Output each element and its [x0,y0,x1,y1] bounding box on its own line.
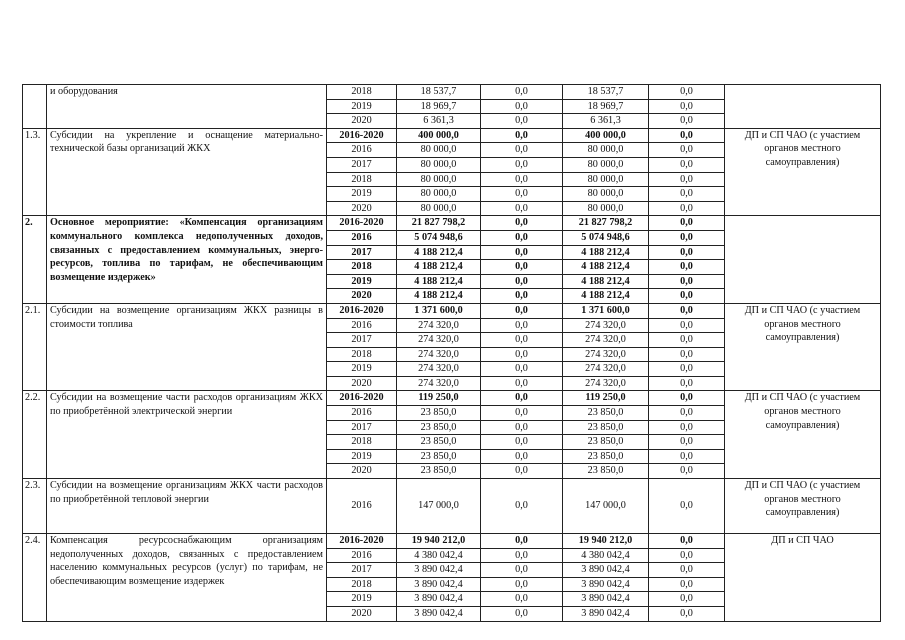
item-name: Субсидии на возмещение части расходов организациям ЖКХ по приобретённой электрической энергии [50,392,323,418]
local-cell: 0,0 [649,607,725,622]
total-cell: 4 188 212,4 [397,289,481,304]
year-cell: 2020 [327,289,397,304]
federal-cell: 0,0 [481,289,563,304]
local-cell: 0,0 [649,449,725,464]
local-cell: 0,0 [649,260,725,275]
year-cell: 2016-2020 [327,534,397,549]
year-cell: 2020 [327,376,397,391]
regional-cell: 400 000,0 [563,128,649,143]
total-cell: 18 537,7 [397,85,481,100]
regional-cell: 274 320,0 [563,362,649,377]
local-cell: 0,0 [649,187,725,202]
federal-cell: 0,0 [481,435,563,450]
responsible-cell [725,128,881,216]
local-cell: 0,0 [649,172,725,187]
year-cell: 2020 [327,201,397,216]
total-cell: 3 890 042,4 [397,592,481,607]
responsible-cell [725,85,881,129]
item-number [23,85,47,129]
federal-cell: 0,0 [481,391,563,406]
year-cell: 2020 [327,464,397,479]
federal-cell: 0,0 [481,479,563,534]
budget-table [22,84,881,622]
local-cell: 0,0 [649,420,725,435]
regional-cell: 1 371 600,0 [563,303,649,318]
federal-cell: 0,0 [481,464,563,479]
year-cell: 2020 [327,114,397,129]
regional-cell: 80 000,0 [563,143,649,158]
federal-cell: 0,0 [481,230,563,245]
regional-cell: 80 000,0 [563,201,649,216]
total-cell: 400 000,0 [397,128,481,143]
regional-cell: 6 361,3 [563,114,649,129]
federal-cell: 0,0 [481,187,563,202]
total-cell: 23 850,0 [397,435,481,450]
item-number: 1.3. [23,128,47,216]
responsible-cell [725,534,881,622]
federal-cell: 0,0 [481,260,563,275]
federal-cell: 0,0 [481,143,563,158]
federal-cell: 0,0 [481,376,563,391]
responsible-cell [725,216,881,304]
item-number: 2.1. [23,303,47,391]
year-cell: 2019 [327,99,397,114]
regional-cell: 4 188 212,4 [563,245,649,260]
year-cell: 2019 [327,187,397,202]
year-cell: 2019 [327,449,397,464]
federal-cell: 0,0 [481,449,563,464]
year-cell: 2017 [327,157,397,172]
responsible-executor: ДП и СП ЧАО (с участием органов местного самоуправления) [744,304,861,344]
year-cell: 2016-2020 [327,391,397,406]
regional-cell: 23 850,0 [563,420,649,435]
total-cell: 1 371 600,0 [397,303,481,318]
year-cell: 2018 [327,172,397,187]
federal-cell: 0,0 [481,362,563,377]
regional-cell: 23 850,0 [563,406,649,421]
table-row [23,128,881,143]
total-cell: 23 850,0 [397,420,481,435]
regional-cell: 80 000,0 [563,157,649,172]
federal-cell: 0,0 [481,534,563,549]
item-number: 2.3. [23,479,47,534]
federal-cell: 0,0 [481,420,563,435]
federal-cell: 0,0 [481,201,563,216]
item-name-cell [47,391,327,479]
regional-cell: 18 537,7 [563,85,649,100]
total-cell: 6 361,3 [397,114,481,129]
total-cell: 274 320,0 [397,333,481,348]
federal-cell: 0,0 [481,128,563,143]
total-cell: 4 380 042,4 [397,548,481,563]
item-name-cell [47,85,327,129]
responsible-cell [725,303,881,391]
local-cell: 0,0 [649,230,725,245]
responsible-executor: ДП и СП ЧАО (с участием органов местного самоуправления) [744,480,861,519]
local-cell: 0,0 [649,391,725,406]
regional-cell: 4 188 212,4 [563,289,649,304]
federal-cell: 0,0 [481,157,563,172]
total-cell: 3 890 042,4 [397,577,481,592]
local-cell: 0,0 [649,534,725,549]
local-cell: 0,0 [649,577,725,592]
item-name-cell [47,303,327,391]
item-name-cell [47,479,327,534]
federal-cell: 0,0 [481,406,563,421]
item-number: 2.4. [23,534,47,622]
total-cell: 274 320,0 [397,362,481,377]
total-cell: 80 000,0 [397,143,481,158]
item-name: Субсидии на возмещение организациям ЖКХ разницы в стоимости топлива [50,304,323,330]
year-cell: 2018 [327,260,397,275]
federal-cell: 0,0 [481,274,563,289]
regional-cell: 4 188 212,4 [563,274,649,289]
total-cell: 23 850,0 [397,406,481,421]
federal-cell: 0,0 [481,592,563,607]
item-number: 2. [23,216,47,304]
item-name-cell [47,534,327,622]
regional-cell: 147 000,0 [563,479,649,534]
year-cell: 2016 [327,479,397,534]
item-name-cell [47,216,327,304]
federal-cell: 0,0 [481,548,563,563]
local-cell: 0,0 [649,157,725,172]
regional-cell: 274 320,0 [563,333,649,348]
table-row [23,479,881,534]
regional-cell: 80 000,0 [563,187,649,202]
regional-cell: 80 000,0 [563,172,649,187]
local-cell: 0,0 [649,289,725,304]
total-cell: 18 969,7 [397,99,481,114]
total-cell: 4 188 212,4 [397,245,481,260]
local-cell: 0,0 [649,406,725,421]
table-row [23,85,881,100]
total-cell: 21 827 798,2 [397,216,481,231]
regional-cell: 3 890 042,4 [563,577,649,592]
year-cell: 2017 [327,245,397,260]
local-cell: 0,0 [649,99,725,114]
total-cell: 23 850,0 [397,464,481,479]
item-name: Субсидии на возмещение организациям ЖКХ части расходов по приобретённой тепловой энергии [50,480,323,505]
local-cell: 0,0 [649,479,725,534]
year-cell: 2016-2020 [327,216,397,231]
total-cell: 80 000,0 [397,201,481,216]
total-cell: 80 000,0 [397,157,481,172]
local-cell: 0,0 [649,318,725,333]
local-cell: 0,0 [649,548,725,563]
total-cell: 3 890 042,4 [397,607,481,622]
local-cell: 0,0 [649,216,725,231]
year-cell: 2016 [327,548,397,563]
local-cell: 0,0 [649,201,725,216]
regional-cell: 274 320,0 [563,318,649,333]
table-row [23,303,881,318]
federal-cell: 0,0 [481,318,563,333]
table-row [23,391,881,406]
year-cell: 2018 [327,85,397,100]
regional-cell: 23 850,0 [563,435,649,450]
local-cell: 0,0 [649,143,725,158]
responsible-cell [725,479,881,534]
total-cell: 19 940 212,0 [397,534,481,549]
federal-cell: 0,0 [481,563,563,578]
year-cell: 2016 [327,318,397,333]
responsible-executor: ДП и СП ЧАО (с участием органов местного самоуправления) [744,129,861,168]
federal-cell: 0,0 [481,245,563,260]
item-name: Основное мероприятие: «Компенсация организациям коммунального комплекса недополученных доходов, связанных с предоставлением коммунальных, энерго-ресурсов, топлива по тарифам, не обеспечивающим возмещение издержек» [50,217,323,283]
federal-cell: 0,0 [481,216,563,231]
regional-cell: 119 250,0 [563,391,649,406]
federal-cell: 0,0 [481,303,563,318]
year-cell: 2016-2020 [327,128,397,143]
responsible-executor: ДП и СП ЧАО (с участием органов местного самоуправления) [744,392,861,431]
local-cell: 0,0 [649,376,725,391]
total-cell: 274 320,0 [397,347,481,362]
item-name: и оборудования [50,86,118,97]
regional-cell: 19 940 212,0 [563,534,649,549]
year-cell: 2019 [327,274,397,289]
total-cell: 274 320,0 [397,318,481,333]
year-cell: 2018 [327,577,397,592]
item-name: Субсидии на укрепление и оснащение материально-технической базы организаций ЖКХ [50,129,323,155]
year-cell: 2017 [327,420,397,435]
regional-cell: 18 969,7 [563,99,649,114]
regional-cell: 5 074 948,6 [563,230,649,245]
federal-cell: 0,0 [481,333,563,348]
federal-cell: 0,0 [481,114,563,129]
regional-cell: 3 890 042,4 [563,592,649,607]
total-cell: 147 000,0 [397,479,481,534]
total-cell: 4 188 212,4 [397,260,481,275]
federal-cell: 0,0 [481,172,563,187]
regional-cell: 21 827 798,2 [563,216,649,231]
budget-table-page [22,84,880,622]
item-number: 2.2. [23,391,47,479]
total-cell: 80 000,0 [397,172,481,187]
year-cell: 2016-2020 [327,303,397,318]
federal-cell: 0,0 [481,577,563,592]
local-cell: 0,0 [649,274,725,289]
local-cell: 0,0 [649,128,725,143]
federal-cell: 0,0 [481,85,563,100]
year-cell: 2016 [327,230,397,245]
year-cell: 2017 [327,333,397,348]
federal-cell: 0,0 [481,607,563,622]
federal-cell: 0,0 [481,347,563,362]
table-row [23,534,881,549]
item-name-cell [47,128,327,216]
local-cell: 0,0 [649,333,725,348]
local-cell: 0,0 [649,435,725,450]
regional-cell: 3 890 042,4 [563,607,649,622]
local-cell: 0,0 [649,85,725,100]
regional-cell: 4 380 042,4 [563,548,649,563]
local-cell: 0,0 [649,464,725,479]
total-cell: 4 188 212,4 [397,274,481,289]
total-cell: 80 000,0 [397,187,481,202]
local-cell: 0,0 [649,303,725,318]
year-cell: 2020 [327,607,397,622]
total-cell: 3 890 042,4 [397,563,481,578]
year-cell: 2018 [327,347,397,362]
regional-cell: 3 890 042,4 [563,563,649,578]
local-cell: 0,0 [649,592,725,607]
total-cell: 119 250,0 [397,391,481,406]
regional-cell: 274 320,0 [563,376,649,391]
year-cell: 2017 [327,563,397,578]
regional-cell: 274 320,0 [563,347,649,362]
year-cell: 2019 [327,592,397,607]
local-cell: 0,0 [649,114,725,129]
local-cell: 0,0 [649,563,725,578]
regional-cell: 4 188 212,4 [563,260,649,275]
local-cell: 0,0 [649,245,725,260]
regional-cell: 23 850,0 [563,449,649,464]
total-cell: 274 320,0 [397,376,481,391]
responsible-cell [725,391,881,479]
total-cell: 23 850,0 [397,449,481,464]
year-cell: 2016 [327,406,397,421]
item-name: Компенсация ресурсоснабжающим организациям недополученных доходов, связанных с предоставлением населению коммунальных ресурсов (услуг) по тарифам, не обеспечивающим возмещение издержек [50,535,323,587]
table-row [23,216,881,231]
year-cell: 2016 [327,143,397,158]
regional-cell: 23 850,0 [563,464,649,479]
local-cell: 0,0 [649,362,725,377]
year-cell: 2019 [327,362,397,377]
responsible-executor: ДП и СП ЧАО [771,535,834,547]
federal-cell: 0,0 [481,99,563,114]
local-cell: 0,0 [649,347,725,362]
total-cell: 5 074 948,6 [397,230,481,245]
year-cell: 2018 [327,435,397,450]
